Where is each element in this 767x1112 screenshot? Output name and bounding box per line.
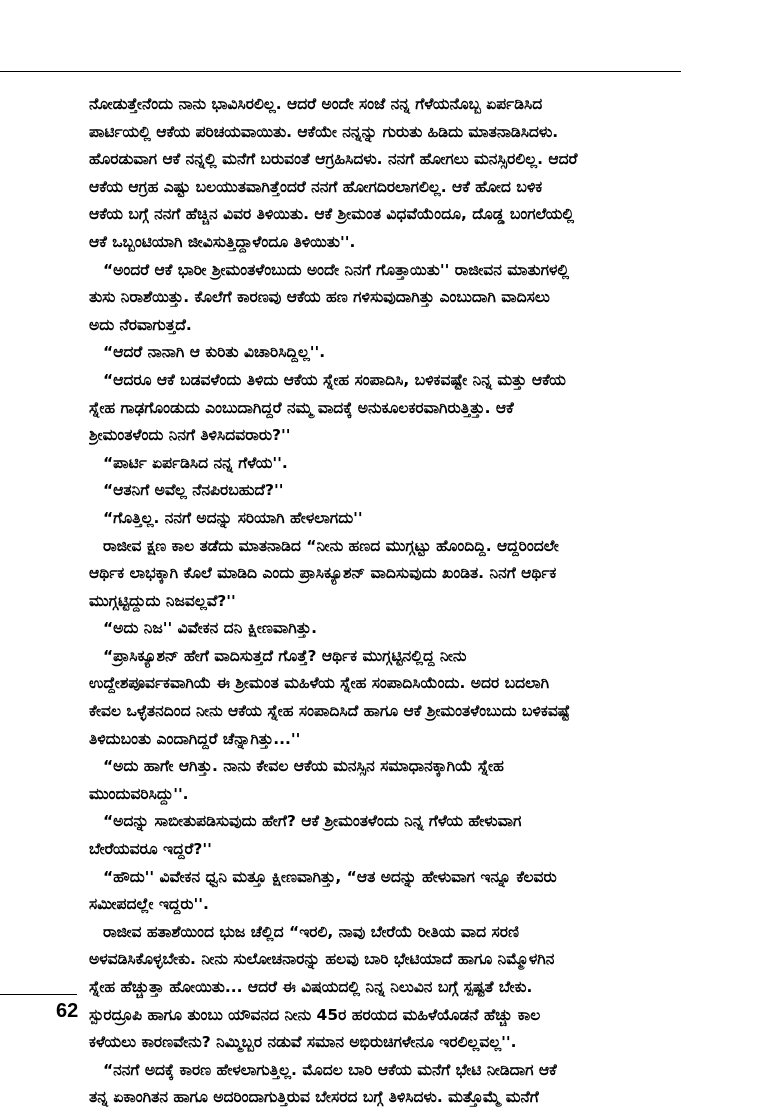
text-line: ಸ್ನೇಹ ಗಾಢಗೊಂಡುದು ಎಂಬುದಾಗಿದ್ದರೆ ನಮ್ಮ ವಾದಕ್ಕೆ ಅನುಕೂಲಕರವಾಗಿರುತ್ತಿತ್ತು. ಆಕೆ [89,398,514,417]
text-line: “ಆತನಿಗೆ ಅವೆಲ್ಲ ನೆನಪಿರಬಹುದೆ?'' [103,481,284,500]
text-line: ಉದ್ದೇಶಪೂರ್ವಕವಾಗಿಯೆ ಈ ಶ್ರೀಮಂತ ಮಹಿಳೆಯ ಸ್ನೇಹ ಸಂಪಾದಿಸಿಯೆಂದು. ಅದರ ಬದಲಾಗಿ [89,674,550,693]
text-line: ತನ್ನ ಏಕಾಂಗಿತನ ಹಾಗೂ ಅದರಿಂದಾಗುತ್ತಿರುವ ಬೇಸರದ ಬಗ್ಗೆ ತಿಳಿಸಿದಳು. ಮತ್ತೊಮ್ಮೆ ಮನೆಗೆ [89,1088,539,1107]
text-line: ಆಕೆ ಒಬ್ಬಂಟಿಯಾಗಿ ಜೀವಿಸುತ್ತಿದ್ದಾಳೆಂದೂ ತಿಳಿಯಿತು''. [89,232,356,251]
text-line: ಕೇವಲ ಒಳ್ಳೆತನದಿಂದ ನೀನು ಆಕೆಯ ಸ್ನೇಹ ಸಂಪಾದಿಸಿದೆ ಹಾಗೂ ಆಕೆ ಶ್ರೀಮಂತಳೆಂಬುದು ಬಳಿಕವಷ್ಟೆ [89,702,571,721]
text-line: ಅಳವಡಿಸಿಕೊಳ್ಳಬೇಕು. ನೀನು ಸುಲೋಚನಾರನ್ನು ಹಲವು ಬಾರಿ ಭೇಟಿಯಾದೆ ಹಾಗೂ ನಿಮ್ಮೊಳಗಿನ [89,950,555,969]
text-line: ಬೇರೆಯವರೂ ಇದ್ದರೆ?'' [89,840,212,859]
text-line: “ಅದು ನಿಜ'' ವಿವೇಕನ ದನಿ ಕ್ಷೀಣವಾಗಿತ್ತು. [103,619,318,638]
text-line: ಸ್ಪುರದ್ರೂಪಿ ಹಾಗೂ ತುಂಬು ಯೌವನದ ನೀನು 45ರ ಹರಯದ ಮಹಿಳೆಯೊಡನೆ ಹೆಚ್ಚು ಕಾಲ [89,1005,541,1024]
text-line: ರಾಜೀವ ಕ್ಷಣ ಕಾಲ ತಡೆದು ಮಾತನಾಡಿದ “ನೀನು ಹಣದ ಮುಗ್ಗಟ್ಟು ಹೊಂದಿದ್ದಿ. ಆದ್ದರಿಂದಲೇ [103,536,559,555]
text-line: “ಗೊತ್ತಿಲ್ಲ. ನನಗೆ ಅದನ್ನು ಸರಿಯಾಗಿ ಹೇಳಲಾಗದು'' [103,508,363,527]
text-line: ತಿಳಿದುಬಂತು ಎಂದಾಗಿದ್ದರೆ ಚೆನ್ನಾಗಿತ್ತು...'' [89,729,301,748]
text-line: “ಆದರೂ ಆಕೆ ಬಡವಳೆಂದು ತಿಳಿದು ಆಕೆಯ ಸ್ನೇಹ ಸಂಪಾದಿಸಿ, ಬಳಿಕವಷ್ಟೇ ನಿನ್ನ ಮತ್ತು ಆಕೆಯ [103,370,566,389]
text-line: ಹೊರಡುವಾಗ ಆಕೆ ನನ್ನಲ್ಲಿ ಮನೆಗೆ ಬರುವಂತೆ ಆಗ್ರಹಿಸಿದಳು. ನನಗೆ ಹೋಗಲು ಮನಸ್ಸಿರಲಿಲ್ಲ. ಆದರೆ [89,150,578,169]
text-line: ರಾಜೀವ ಹತಾಶೆಯಿಂದ ಭುಜ ಚೆಲ್ಲಿದ “ಇರಲಿ, ನಾವು ಬೇರೆಯೆ ರೀತಿಯ ವಾದ ಸರಣಿ [103,922,519,941]
body-text [89,91,673,1112]
text-line: ಪಾರ್ಟಿಯಲ್ಲಿ ಆಕೆಯ ಪರಿಚಯವಾಯಿತು. ಆಕೆಯೇ ನನ್ನನ್ನು ಗುರುತು ಹಿಡಿದು ಮಾತನಾಡಿಸಿದಳು. [89,122,559,141]
text-line: “ಪಾರ್ಟಿ ಏರ್ಪಡಿಸಿದ ನನ್ನ ಗೆಳೆಯ''. [103,453,288,472]
text-line: ತುಸು ನಿರಾಶೆಯಿತ್ತು. ಕೊಲೆಗೆ ಕಾರಣವು ಆಕೆಯ ಹಣ ಗಳಿಸುವುದಾಗಿತ್ತು ಎಂಬುದಾಗಿ ವಾದಿಸಲು [89,288,550,307]
text-line: “ಪ್ರಾಸಿಕ್ಯೂಶನ್ ಹೇಗೆ ವಾದಿಸುತ್ತದೆ ಗೊತ್ತೆ? ಆರ್ಥಿಕ ಮುಗ್ಗಟ್ಟಿನಲ್ಲಿದ್ದ ನೀನು [103,646,467,665]
text-line: ಅದು ನೆರವಾಗುತ್ತದೆ. [89,315,192,334]
text-line: ಆಕೆಯ ಬಗ್ಗೆ ನನಗೆ ಹೆಚ್ಚಿನ ವಿವರ ತಿಳಿಯಿತು. ಆಕೆ ಶ್ರೀಮಂತ ವಿಧವೆಯೆಂದೂ, ದೊಡ್ಡ ಬಂಗಲೆಯಲ್ಲಿ [89,205,575,224]
text-line: ಆಕೆಯ ಆಗ್ರಹ ಎಷ್ಟು ಬಲಯುತವಾಗಿತ್ತೆಂದರೆ ನನಗೆ ಹೋಗದಿರಲಾಗಲಿಲ್ಲ. ಆಕೆ ಹೋದ ಬಳಿಕ [89,177,543,196]
text-line: ಸ್ನೇಹ ಹೆಚ್ಚುತ್ತಾ ಹೋಯಿತು... ಆದರೆ ಈ ವಿಷಯದಲ್ಲಿ ನಿನ್ನ ನಿಲುವಿನ ಬಗ್ಗೆ ಸ್ಪಷ್ಟತೆ ಬೇಕು. [89,978,533,996]
text-line: “ಅದು ಹಾಗೇ ಆಗಿತ್ತು. ನಾನು ಕೇವಲ ಆಕೆಯ ಮನಸ್ಸಿನ ಸಮಾಧಾನಕ್ಕಾಗಿಯೆ ಸ್ನೇಹ [103,757,504,776]
text-line: ಕಳೆಯಲು ಕಾರಣವೇನು? ನಿಮ್ಮಿಬ್ಬರ ನಡುವೆ ಸಮಾನ ಅಭಿರುಚಿಗಳೇನೂ ಇರಲಿಲ್ಲವಲ್ಲ''. [89,1033,517,1052]
text-line: ಶ್ರೀಮಂತಳೆಂದು ನಿನಗೆ ತಿಳಿಸಿದವರಾರು?'' [89,426,291,445]
text-line: ಮುಂದುವರಿಸಿದ್ದು''. [89,784,189,803]
footer-rule [0,994,77,995]
text-line: ಸಮೀಪದಲ್ಲೇ ಇದ್ದರು''. [89,895,209,914]
text-line: “ಹೌದು'' ವಿವೇಕನ ಧ್ವನಿ ಮತ್ತೂ ಕ್ಷೀಣವಾಗಿತ್ತು, “ಆತ ಅದನ್ನು ಹೇಳುವಾಗ ಇನ್ನೂ ಕೆಲವರು [103,867,557,886]
text-line: ಆರ್ಥಿಕ ಲಾಭಕ್ಕಾಗಿ ಕೊಲೆ ಮಾಡಿದಿ ಎಂದು ಪ್ರಾಸಿಕ್ಯೂಶನ್ ವಾದಿಸುವುದು ಖಂಡಿತ. ನಿನಗೆ ಆರ್ಥಿಕ [89,564,557,583]
text-line: ಮುಗ್ಗಟ್ಟಿದ್ದುದು ನಿಜವಲ್ಲವೆ?'' [89,591,236,610]
text-line: “ಆದರೆ ನಾನಾಗಿ ಆ ಕುರಿತು ವಿಚಾರಿಸಿದ್ದಿಲ್ಲ''. [103,343,326,362]
page-number: 62 [56,1000,79,1022]
text-line: “ನನಗೆ ಅದಕ್ಕೆ ಕಾರಣ ಹೇಳಲಾಗುತ್ತಿಲ್ಲ. ಮೊದಲ ಬಾರಿ ಆಕೆಯ ಮನೆಗೆ ಭೇಟಿ ನೀಡಿದಾಗ ಆಕೆ [103,1060,557,1079]
text-line: ನೋಡುತ್ತೇನೆಂದು ನಾನು ಭಾವಿಸಿರಲಿಲ್ಲ. ಆದರೆ ಅಂದೇ ಸಂಜೆ ನನ್ನ ಗೆಳೆಯನೊಬ್ಬ ಏರ್ಪಡಿಸಿದ [89,95,543,113]
text-line: “ಅದನ್ನು ಸಾಬೀತುಪಡಿಸುವುದು ಹೇಗೆ? ಆಕೆ ಶ್ರೀಮಂತಳೆಂದು ನಿನ್ನ ಗೆಳೆಯ ಹೇಳುವಾಗ [103,812,522,831]
top-rule [0,71,681,72]
text-line: “ಅಂದರೆ ಆಕೆ ಭಾರೀ ಶ್ರೀಮಂತಳೆಂಬುದು ಅಂದೇ ನಿನಗೆ ಗೊತ್ತಾಯಿತು'' ರಾಜೀವನ ಮಾತುಗಳಲ್ಲಿ [103,260,570,279]
